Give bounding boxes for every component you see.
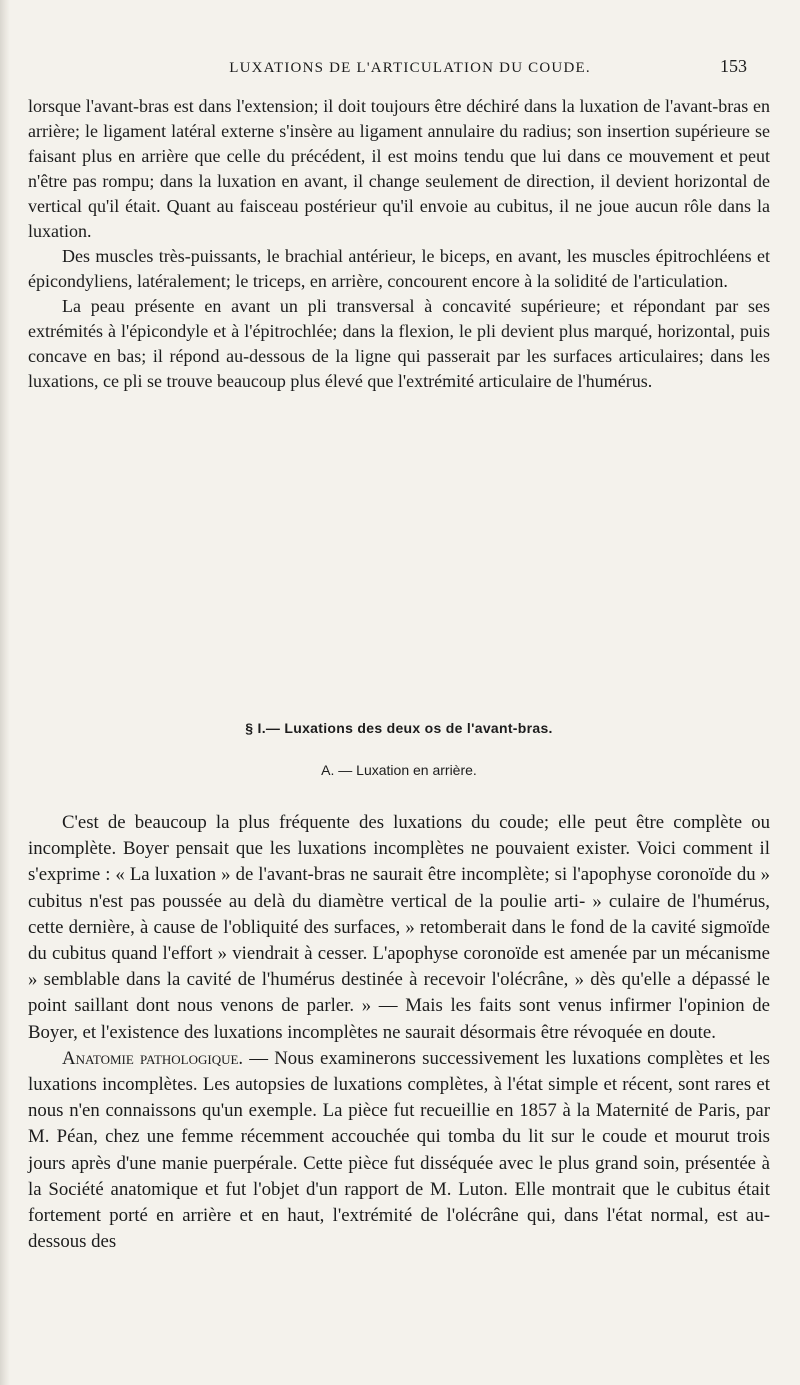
body-text-upper xyxy=(28,94,770,394)
paragraph-anatomy xyxy=(28,1046,770,1256)
anatomy-text: — Nous examinerons successivement les luxations complètes et les luxations incomplètes. Les autopsies de luxations complètes, à l'état simple et récent, sont rares et nous n'en connaissons qu'un exemple. La pièce fut recueillie en 1857 à la Maternité de Paris, par M. Péan, chez une femme récemment accouchée qui tomba du lit sur le coude et mourut trois jours après d'une manie puerpérale. Cette pièce fut disséquée avec le plus grand soin, présentée à la Société anatomique et fut l'objet d'un rapport de M. Luton. Elle montrait que le cubitus était fortement porté en arrière et en haut, l'extrémité de l'olécrâne qui, dans l'état normal, est au-dessous des xyxy=(28,1047,770,1253)
page-number: 153 xyxy=(720,56,747,76)
body-text-lower xyxy=(28,810,770,1255)
page-gutter-shadow xyxy=(0,0,10,1385)
paragraph-skin: La peau présente en avant un pli transversal à concavité supérieure; et répondant par ses extrémités à l'épicondyle et à l'épitrochlée; dans la flexion, le pli devient plus marqué, horizontal, puis concave en bas; il répond au-dessous de la ligne qui passerait par les surfaces articulaires; dans les luxations, ce pli se trouve beaucoup plus élevé que l'extrémité articulaire de l'humérus. xyxy=(28,296,770,391)
paragraph-ligaments: lorsque l'avant-bras est dans l'extension; il doit toujours être déchiré dans la luxation de l'avant-bras en arrière; le ligament latéral externe s'insère au ligament annulaire du radius; son insertion supérieure se faisant plus en arrière que celle du précédent, il est moins tendu que lui dans ce mouvement et peut n'être pas rompu; dans la luxation en avant, il change seulement de direction, il devient horizontal de vertical qu'il était. Quant au faisceau postérieur qu'il envoie au cubitus, il ne joue aucun rôle dans la luxation. xyxy=(28,96,770,241)
section-heading: § I.— Luxations des deux os de l'avant-bras. xyxy=(245,720,553,736)
running-header: LUXATIONS DE L'ARTICULATION DU COUDE. xyxy=(229,60,591,76)
paragraph-frequency: C'est de beaucoup la plus fréquente des luxations du coude; elle peut être complète ou incomplète. Boyer pensait que les luxations incomplètes ne pouvaient exister. Voici comment il s'exprime : « La luxation » de l'avant-bras ne saurait être incomplète; si l'apophyse coronoïde du » cubitus n'est pas poussée au delà du diamètre vertical de la poulie arti- » culaire de l'humérus, cette dernière, à cause de l'obliquité des surfaces, » retomberait dans le fond de la cavité sigmoïde du cubitus quand l'effort » viendrait à cesser. L'apophyse coronoïde est amenée par un mécanisme » semblable dans la cavité de l'humérus destinée à recevoir l'olécrâne, » dès qu'elle a dépassé le point saillant dont nous venons de parler. » — Mais les faits sont venus infirmer l'opinion de Boyer, et l'existence des luxations incomplètes ne saurait désormais être révoquée en doute. xyxy=(28,812,770,1043)
section-subheading: A. — Luxation en arrière. xyxy=(321,762,477,778)
paragraph-muscles: Des muscles très-puissants, le brachial antérieur, le biceps, en avant, les muscles épitrochléens et épicondyliens, latéralement; le triceps, en arrière, concourent encore à la solidité de l'articulation. xyxy=(28,246,770,291)
anatomy-lead: Anatomie pathologique. xyxy=(62,1047,244,1069)
